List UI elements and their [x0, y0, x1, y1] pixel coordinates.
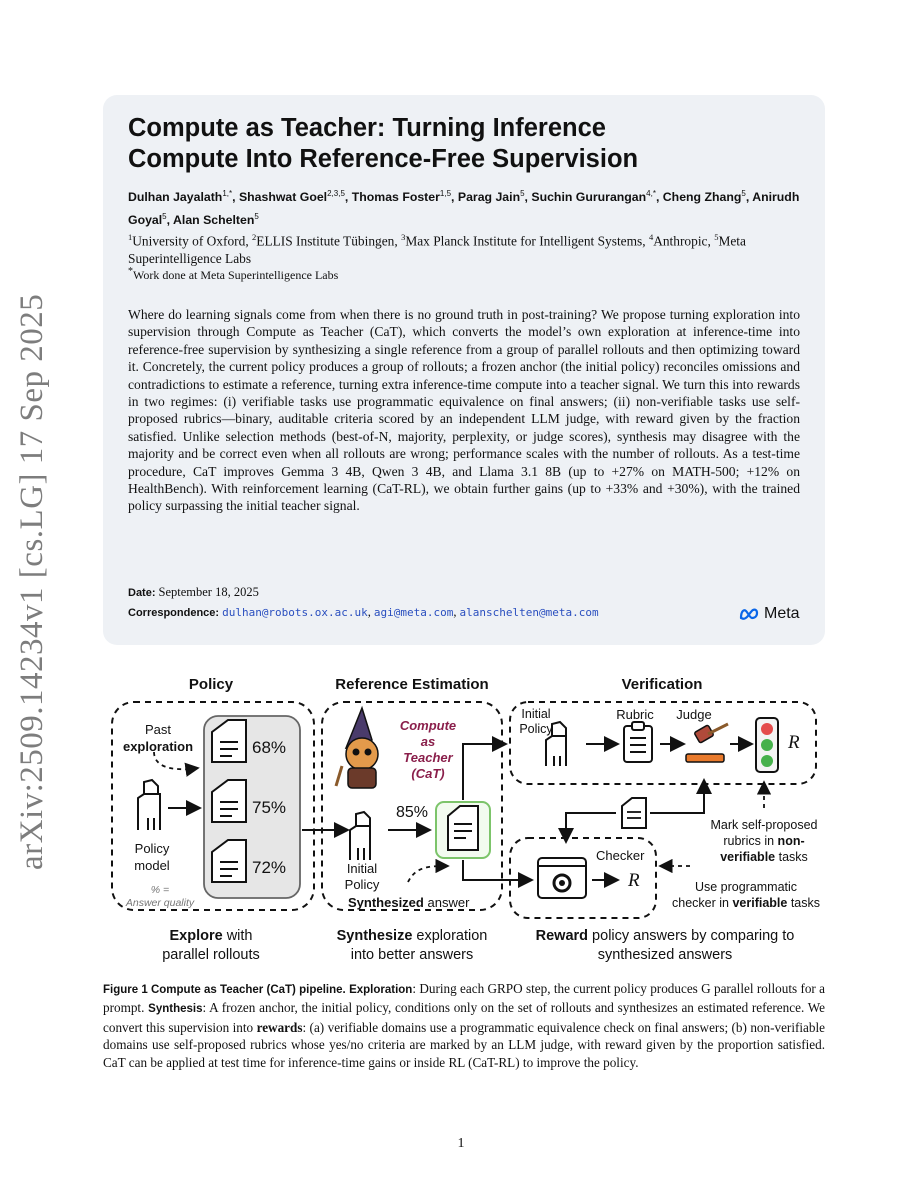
cat-label-4: (CaT) — [411, 766, 445, 781]
bottom-explore-1: Explore with — [169, 928, 253, 944]
bottom-explore-2: parallel rollouts — [162, 947, 260, 963]
checklist-icon — [756, 718, 778, 772]
author-list: Dulhan Jayalath$^{1,*}$, Shashwat Goel$^{2,3,5}$, Thomas Foster$^{1,5}$, Parag Jain$^5$, Suchin Gururangan$^{4,*}$, Cheng Zhang$^5$, Anirudh Goyal$^5$, Alan Schelten$^5$ — [128, 189, 800, 228]
verif-initial-label: Initial — [521, 707, 551, 721]
arxiv-stamp: arXiv:2509.14234v1 [cs.LG] 17 Sep 2025 — [14, 293, 50, 870]
mark-rubrics-note-1: Mark self-proposed — [710, 818, 818, 832]
checker-label: Checker — [596, 848, 645, 863]
title-line-2: Compute Into Reference-Free Supervision — [128, 145, 639, 173]
verif-policy-label: Policy — [519, 722, 553, 736]
rollout-score: 75% — [252, 798, 287, 817]
use-checker-note-2: checker in verifiable tasks — [672, 896, 820, 910]
bottom-reward-2: synthesized answers — [597, 947, 733, 963]
exploration-label: exploration — [122, 739, 194, 754]
author: Anirudh Goyal$^5$ — [128, 190, 800, 228]
answer-quality-2: Answer quality — [125, 897, 195, 909]
email-link[interactable]: alanschelten@meta.com — [459, 606, 599, 619]
author-note: *Work done at Meta Superintelligence Labs — [128, 266, 339, 282]
section-policy: Policy — [188, 676, 234, 693]
llama-icon — [138, 780, 160, 830]
abstract: Where do learning signals come from when there is no ground truth in post-training? We propose turning exploration into supervision through Compute as Teacher (CaT), which converts the model’s own exploration at inference-time into reference-free supervision by synthesizing a single reference from a group of parallel rollouts and then optimizing toward it. Concretely, the current policy produces a group of rollouts; a frozen anchor (the initial policy) reconciles omissions and contradictions to estimate a reference, turning extra inference-time compute into a teacher signal. We turn this into rewards in two regimes: (i) verifiable tasks use programmatic equivalence on final answers; (ii) non-verifiable tasks use self-proposed rubrics—binary, auditable criteria scored by an independent LLM judge, with reward given by the fraction satisfied. Unlike selection methods (best-of-N, majority, perplexity, or judge scores), synthesis may disagree with the majority and be correct even when all rollouts are wrong; performance scales with the number of rollouts. As a test-time procedure, CaT improves Gemma 3 4B, Qwen 3 4B, and Llama 3.1 8B (up to +27% on MATH-500; +12% on HealthBench). With reinforcement learning (CaT-RL), we obtain further gains (up to +33% and +30%), with the trained policy surpassing the initial teacher signal. — [128, 307, 800, 514]
cat-label-3: Teacher — [403, 750, 453, 765]
author: Suchin Gururangan$^{4,*}$ — [531, 189, 656, 205]
clipboard-icon — [624, 722, 652, 762]
paper-title — [128, 113, 768, 175]
initial-policy-label-2: Policy — [344, 877, 380, 892]
past-label: Past — [144, 722, 172, 737]
page-number: 1 — [457, 1136, 465, 1151]
wizard-cat-icon — [336, 708, 378, 788]
reward-r-label: R — [788, 732, 800, 753]
checker-gear-icon — [538, 858, 586, 898]
author: Alan Schelten$^5$ — [173, 212, 259, 228]
section-verification: Verification — [621, 676, 703, 693]
cat-label-1: Compute — [399, 718, 457, 733]
date-line: Date: September 18, 2025 — [128, 585, 259, 599]
figure-caption: Figure 1 Compute as Teacher (CaT) pipeline. Exploration: During each GRPO step, the current policy produces G parallel rollouts for a prompt. Synthesis: A frozen anchor, the initial policy, conditions only on the set of rollouts and synthesizes an estimated reference. We convert this supervision into rewards: (a) verifiable domains use a programmatic equivalence check on final answers; (b) non-verifiable domains use self-proposed rubrics whose yes/no criteria are marked by an LLM judge, with reward given by the proportion satisfied. CaT can be applied at test time for inference-time gains or inside RL (CaT-RL) to improve the policy. — [103, 981, 826, 1070]
meta-infinity-icon — [738, 607, 760, 621]
bottom-reward-1: Reward policy answers by comparing to — [535, 928, 795, 944]
author: Parag Jain$^5$ — [457, 189, 525, 205]
synthesized-answer-label: Synthesized answer — [348, 895, 470, 910]
rubric-label: Rubric — [616, 707, 654, 722]
affiliations: $^1$University of Oxford, $^2$ELLIS Institute Tübingen, $^3$Max Planck Institute for Intelligent Systems, $^4$Anthropic, $^5$Meta Superintelligence Labs — [128, 232, 746, 266]
rollout-score: 72% — [252, 858, 287, 877]
bottom-synth-2: into better answers — [350, 947, 474, 963]
policy-model-label: Policy — [134, 841, 170, 856]
author: Thomas Foster$^{1,5}$ — [351, 189, 452, 205]
figure-1 — [100, 670, 840, 970]
correspondence-line: Correspondence: dulhan@robots.ox.ac.uk, agi@meta.com, alanschelten@meta.com — [128, 605, 599, 619]
mark-rubrics-note-2: rubrics in non- — [723, 834, 805, 848]
synth-score: 85% — [396, 804, 429, 821]
author: Shashwat Goel$^{2,3,5}$ — [238, 189, 345, 205]
llama-icon — [350, 812, 370, 860]
title-line-1: Compute as Teacher: Turning Inference — [128, 114, 606, 142]
gavel-icon — [686, 724, 728, 762]
checker-r-label: R — [628, 870, 640, 891]
mark-rubrics-note-3: verifiable tasks — [720, 850, 808, 864]
section-reference: Reference Estimation — [335, 676, 489, 693]
answer-quality-1: % = — [150, 884, 170, 896]
meta-logo: Meta — [738, 605, 800, 623]
rollout-score: 68% — [252, 738, 287, 757]
policy-answer-doc-icon — [622, 798, 646, 828]
author: Dulhan Jayalath$^{1,*}$ — [128, 189, 233, 205]
email-link[interactable]: dulhan@robots.ox.ac.uk — [222, 606, 368, 619]
cat-label-2: as — [420, 734, 436, 749]
initial-policy-label: Initial — [346, 861, 378, 876]
bottom-synth-1: Synthesize exploration — [336, 928, 488, 944]
policy-model-label-2: model — [134, 858, 170, 873]
judge-label: Judge — [676, 707, 712, 722]
use-checker-note-1: Use programmatic — [694, 880, 798, 894]
email-link[interactable]: agi@meta.com — [373, 606, 454, 619]
author: Cheng Zhang$^5$ — [662, 189, 746, 205]
